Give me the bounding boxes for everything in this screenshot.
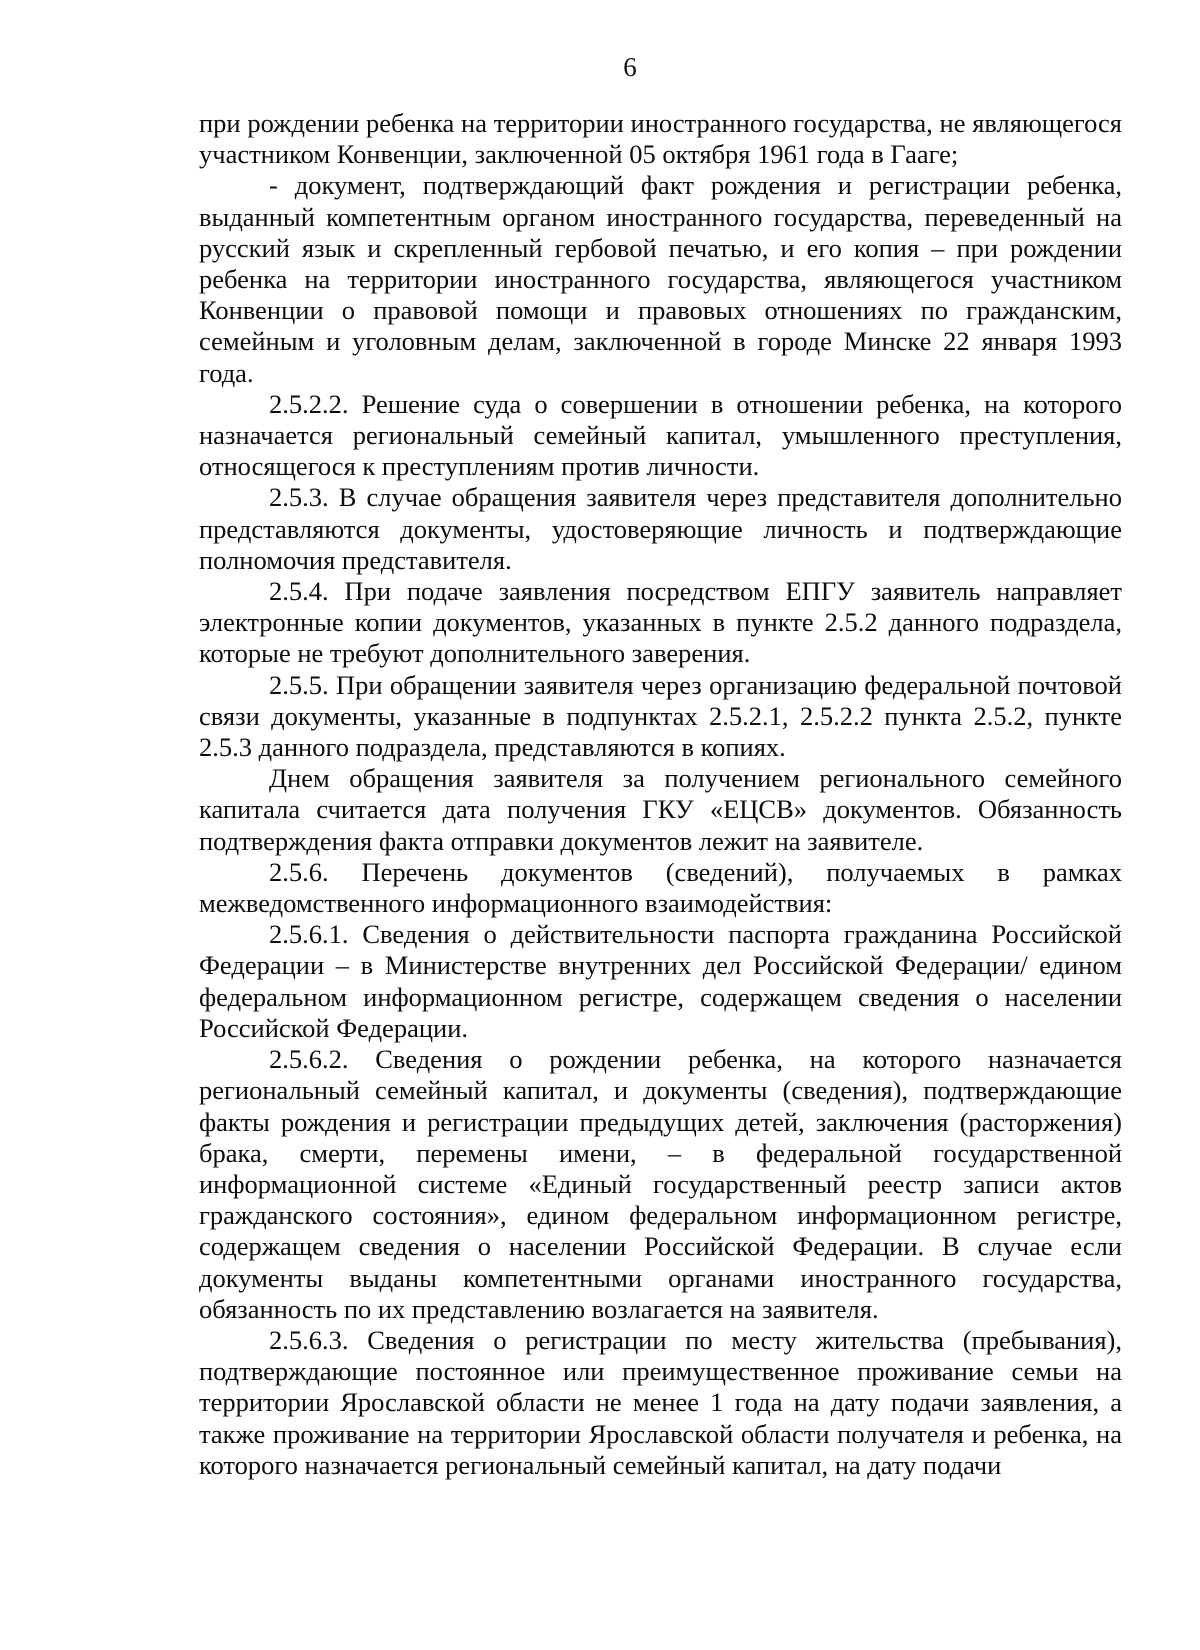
paragraph-2-5-5: 2.5.5. При обращении заявителя через организацию федеральной почтовой связи документы, указанные в подпунктах 2.5.2.1, 2.5.2.2 пункта 2.5.2, пункте 2.5.3 данного подраздела, представляются в копиях.: [199, 669, 1122, 763]
paragraph-2-5-3: 2.5.3. В случае обращения заявителя через представителя дополнительно представляются документы, удостоверяющие личность и подтверждающие полномочия представителя.: [199, 482, 1122, 575]
paragraph-2-5-4: 2.5.4. При подаче заявления посредством ЕПГУ заявитель направляет электронные копии документов, указанных в пункте 2.5.2 данного подраздела, которые не требуют дополнительного заверения.: [199, 576, 1122, 669]
paragraph-2-5-6: 2.5.6. Перечень документов (сведений), получаемых в рамках межведомственного информационного взаимодействия:: [199, 856, 1122, 919]
paragraph-application-date: Днем обращения заявителя за получением регионального семейного капитала считается дата получения ГКУ «ЕЦСВ» документов. Обязанность подтверждения факта отправки документов лежит на заявителе.: [199, 763, 1122, 856]
paragraph-continuation: при рождении ребенка на территории иностранного государства, не являющегося участником Конвенции, заключенной 05 октября 1961 года в Гааге;: [199, 108, 1122, 170]
page-number: 6: [623, 52, 637, 82]
paragraph-2-5-2-2: 2.5.2.2. Решение суда о совершении в отношении ребенка, на которого назначается региональный семейный капитал, умышленного преступления, относящегося к преступлениям против личности.: [199, 388, 1122, 482]
paragraph-2-5-6-2: 2.5.6.2. Сведения о рождении ребенка, на которого назначается региональный семейный капитал, и документы (сведения), подтверждающие факты рождения и регистрации предыдущих детей, заключения (расторжения) брака, смерти, перемены имени, – в федеральной государственной информационной системе «Единый государственный реестр записи актов гражданского состояния», едином федеральном информационном регистре, содержащем сведения о населении Российской Федерации. В случае если документы выданы компетентными органами иностранного государства, обязанность по их представлению возлагается на заявителя.: [199, 1044, 1122, 1324]
paragraph-2-5-6-1: 2.5.6.1. Сведения о действительности паспорта гражданина Российской Федерации – в Министерстве внутренних дел Российской Федерации/ едином федеральном информационном регистре, содержащем сведения о населении Российской Федерации.: [199, 919, 1122, 1043]
document-body: [199, 108, 1122, 1481]
paragraph-2-5-6-3: 2.5.6.3. Сведения о регистрации по месту жительства (пребывания), подтверждающие постоянное или преимущественное проживание семьи на территории Ярославской области не менее 1 года на дату подачи заявления, а также проживание на территории Ярославской области получателя и ребенка, на которого назначается региональный семейный капитал, на дату подачи: [199, 1324, 1122, 1480]
paragraph-document-birth-fact: - документ, подтверждающий факт рождения и регистрации ребенка, выданный компетентным органом иностранного государства, переведенный на русский язык и скрепленный гербовой печатью, и его копия – при рождении ребенка на территории иностранного государства, являющегося участником Конвенции о правовой помощи и правовых отношениях по гражданским, семейным и уголовным делам, заключенной в городе Минске 22 января 1993 года.: [199, 170, 1122, 388]
